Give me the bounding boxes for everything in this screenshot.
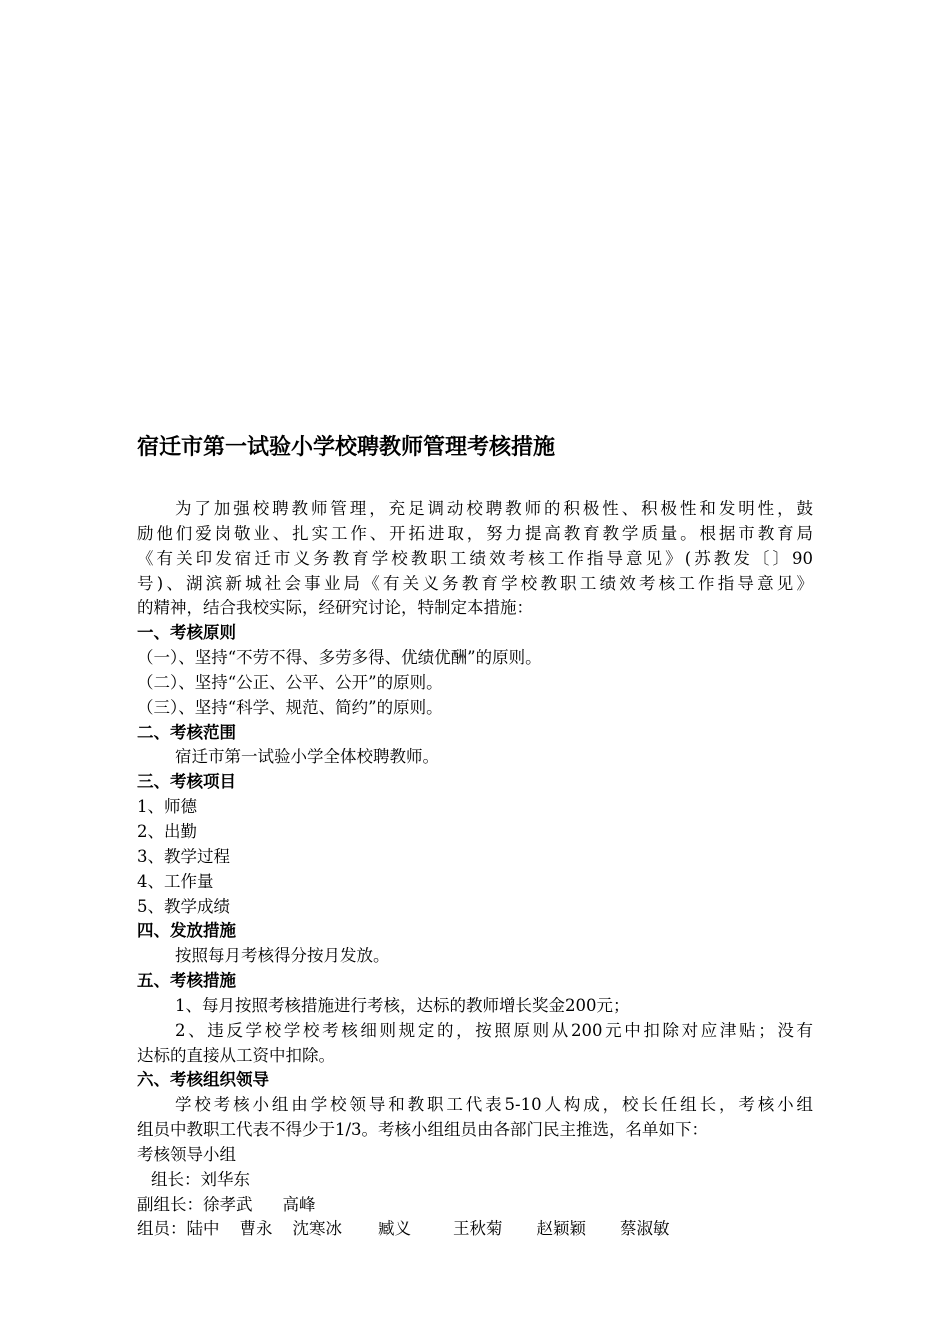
leader-line <box>137 1168 813 1193</box>
list-item: 4、工作量 <box>137 871 214 891</box>
list-item: 3、教学过程 <box>137 846 230 866</box>
list-item: 2、违反学校学校考核细则规定的，按照原则从200元中扣除对应津贴；没有 <box>175 1020 813 1040</box>
intro-line: 号)、湖滨新城社会事业局《有关义务教育学校教职工绩效考核工作指导意见》 <box>137 573 813 593</box>
document-title: 宿迁市第一试验小学校聘教师管理考核措施 <box>137 435 556 460</box>
section-heading: 一、考核原则 <box>137 623 236 643</box>
leader-name: 刘华东 <box>200 1169 250 1189</box>
list-item: 达标的直接从工资中扣除。 <box>137 1045 335 1065</box>
section-heading: 六、考核组织领导 <box>137 1070 269 1090</box>
section-text: 组员中教职工代表不得少于1/3。考核小组组员由各部门民主推选，名单如下： <box>137 1120 709 1140</box>
list-item: 1、每月按照考核措施进行考核，达标的教师增长奖金200元； <box>175 995 630 1015</box>
section-text: 按照每月考核得分按月发放。 <box>175 946 390 966</box>
leader-label: 组长： <box>151 1169 201 1189</box>
section-text: 宿迁市第一试验小学全体校聘教师。 <box>175 747 439 767</box>
intro-line: 励他们爱岗敬业、扎实工作、开拓进取，努力提高教育教学质量。根据市教育局 <box>137 523 813 543</box>
deputy-name: 徐孝武 <box>203 1194 253 1214</box>
deputy-name: 高峰 <box>282 1194 316 1214</box>
deputy-line <box>137 1193 813 1218</box>
intro-line: 《有关印发宿迁市义务教育学校教职工绩效考核工作指导意见》(苏教发〔〕90 <box>137 548 813 568</box>
section-heading: 二、考核范围 <box>137 722 236 742</box>
list-item: 1、师德 <box>137 797 197 817</box>
member-name: 曹永 <box>239 1219 273 1239</box>
list-item: （二）、坚持“公正、公平、公开”的原则。 <box>137 672 443 692</box>
intro-line: 的精神，结合我校实际，经研究讨论，特制定本措施： <box>137 598 533 618</box>
document-body <box>137 497 813 1242</box>
member-name: 王秋菊 <box>453 1219 503 1239</box>
list-item: （一）、坚持“不劳不得、多劳多得、优绩优酬”的原则。 <box>137 648 542 668</box>
list-item: 2、出勤 <box>137 821 197 841</box>
section-heading: 五、考核措施 <box>137 971 236 991</box>
member-name: 赵颖颖 <box>536 1219 586 1239</box>
intro-line: 为了加强校聘教师管理，充足调动校聘教师的积极性、积极性和发明性，鼓 <box>175 499 813 518</box>
section-text: 学校考核小组由学校领导和教职工代表5-10人构成，校长任组长，考核小组 <box>175 1095 813 1115</box>
member-name: 臧义 <box>378 1219 411 1239</box>
section-heading: 三、考核项目 <box>137 772 236 792</box>
list-item: 5、教学成绩 <box>137 896 230 916</box>
member-name: 陆中 <box>186 1219 220 1239</box>
group-title: 考核领导小组 <box>137 1144 236 1164</box>
deputy-label: 副组长： <box>137 1194 203 1214</box>
members-line <box>137 1217 813 1242</box>
section-heading: 四、发放措施 <box>137 921 236 941</box>
members-label: 组员： <box>137 1219 187 1239</box>
list-item: （三）、坚持“科学、规范、简约”的原则。 <box>137 697 443 717</box>
member-name: 沈寒冰 <box>292 1219 342 1239</box>
member-name: 蔡淑敏 <box>620 1219 670 1239</box>
